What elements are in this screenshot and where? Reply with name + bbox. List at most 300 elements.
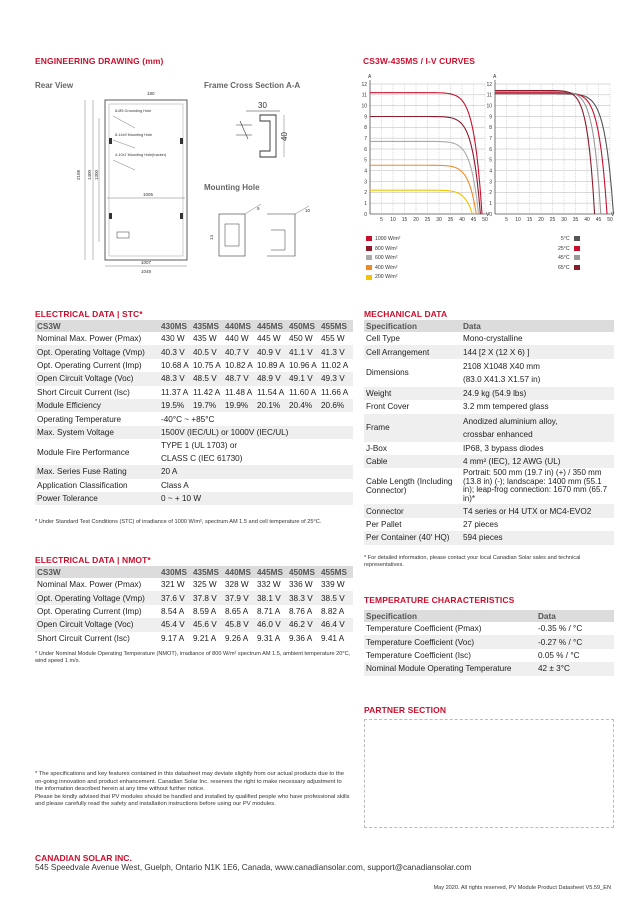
- nmot-cell: Short Circuit Current (Isc): [37, 633, 130, 643]
- stc-cell: 40.7 V: [223, 345, 255, 358]
- temp-header-data: Data: [536, 610, 614, 622]
- frame-cross-section: [230, 95, 310, 170]
- temp-value: -0.35 % / °C: [538, 624, 583, 634]
- nmot-cell: 8.71 A: [257, 606, 281, 616]
- stc-cell: 20.1%: [255, 399, 287, 412]
- legend-label: 5°C: [560, 236, 570, 242]
- mech-label: Weight: [364, 387, 461, 400]
- legend-swatch: [574, 265, 580, 270]
- x-tick-label: 30: [561, 217, 567, 223]
- rear-view-drawing: [35, 88, 195, 278]
- iv-curve-temperature-2: [495, 92, 601, 214]
- temp-header-spec: Specification: [364, 610, 536, 622]
- x-tick-label: 40: [459, 217, 465, 223]
- nmot-cell: Nominal Max. Power (Pmax): [37, 580, 142, 590]
- table-row: [364, 622, 614, 635]
- table-row: [364, 649, 614, 662]
- stc-cell: 20.4%: [287, 399, 319, 412]
- stc-cell: Max. System Voltage: [35, 426, 159, 439]
- x-tick-label: 50: [482, 217, 488, 223]
- iv-curve-irradiance-4: [370, 190, 472, 214]
- nmot-cell: 9.31 A: [257, 633, 281, 643]
- mech-label: Cable: [364, 455, 461, 468]
- stc-cell: 440 W: [225, 334, 249, 344]
- table-row: [364, 635, 614, 648]
- legend-swatch: [366, 275, 372, 280]
- nmot-cell: Opt. Operating Current (Imp): [37, 606, 142, 616]
- stc-cell: 10.75 A: [193, 360, 221, 370]
- stc-cell: 19.7%: [191, 399, 223, 412]
- mech-value: [461, 414, 614, 442]
- legend-label: 25°C: [558, 245, 570, 252]
- stc-note: * Under Standard Test Conditions (STC) of irradiance of 1000 W/m², spectrum AM 1.5 and cell temperature of 25°C.: [35, 519, 322, 525]
- stc-title: ELECTRICAL DATA | STC*: [35, 309, 143, 319]
- table-row: [35, 492, 353, 505]
- mh-dim-14: 14: [209, 234, 214, 240]
- stc-cell: 48.9 V: [255, 372, 287, 385]
- mech-label: Per Container (40' HQ): [364, 531, 461, 544]
- nmot-cell: 8.82 A: [321, 606, 345, 616]
- temp-label: Nominal Module Operating Temperature: [364, 662, 536, 675]
- disclaimer: [35, 771, 351, 809]
- nmot-cell: 8.54 A: [161, 606, 185, 616]
- nmot-cell: 38.3 V: [287, 591, 319, 604]
- y-tick-label: 11: [361, 92, 367, 99]
- stc-cell: 435 W: [193, 334, 217, 344]
- mech-label: Front Cover: [366, 402, 410, 412]
- legend-swatch: [574, 246, 580, 251]
- temp-label: Temperature Coefficient (Voc): [364, 635, 536, 648]
- y-tick-label: 4: [364, 168, 367, 175]
- dim-1005: 1005: [143, 192, 154, 197]
- x-tick-label: 30: [436, 217, 442, 223]
- stc-cell: Module Fire Performance: [37, 447, 130, 457]
- frame-width: 30: [258, 101, 267, 110]
- table-row: [35, 426, 353, 439]
- callout-grounding: 8-Ø5 Grounding Hole: [115, 109, 152, 113]
- stc-cell: 11.54 A: [257, 387, 285, 397]
- mech-value: 27 pieces: [463, 519, 499, 529]
- table-row: [35, 465, 353, 478]
- nmot-cell: 45.8 V: [223, 618, 255, 631]
- nmot-cell: 45.6 V: [191, 618, 223, 631]
- nmot-header-435: 435MS: [191, 566, 223, 578]
- nmot-header-445: 445MS: [255, 566, 287, 578]
- legend-label: 200 W/m²: [375, 274, 398, 281]
- table-row: [364, 504, 614, 517]
- stc-cell: Application Classification: [37, 480, 128, 490]
- disclaimer-p2: Please be kindly advised that PV modules should be handled and installed by qualified people who have professional skills and please carefully read the safety and installation instructions before using our PV modules.: [35, 793, 350, 808]
- stc-cell: Short Circuit Current (Isc): [37, 387, 130, 397]
- stc-cell: 41.3 V: [319, 345, 353, 358]
- mechanical-title: MECHANICAL DATA: [364, 309, 448, 319]
- y-tick-label: 12: [486, 81, 492, 88]
- nmot-table: [35, 566, 353, 645]
- dim-2108: 2108: [76, 169, 81, 180]
- stc-cell: 455 W: [321, 334, 345, 344]
- legend-item: [558, 236, 583, 246]
- x-tick-label: 45: [470, 217, 477, 223]
- frame-line1: Anodized aluminium alloy,: [463, 416, 558, 426]
- nmot-note: * Under Nominal Module Operating Temperature (NMOT), irradiance of 800 W/m² spectrum AM 1.5, ambient temperature 20°C, wind speed 1 m/s.: [35, 651, 351, 665]
- stc-cell: 11.66 A: [321, 387, 349, 397]
- y-tick-label: 2: [489, 190, 492, 197]
- table-row: [35, 578, 353, 591]
- legend-item: [558, 246, 583, 256]
- table-row: [364, 359, 614, 387]
- y-tick-label: 3: [489, 179, 492, 186]
- legend-swatch: [574, 236, 580, 241]
- stc-cell: 20.6%: [319, 399, 353, 412]
- nmot-cell: 339 W: [321, 580, 345, 590]
- stc-cell: [159, 439, 353, 465]
- x-tick-label: 40: [584, 217, 590, 223]
- nmot-header-440: 440MS: [223, 566, 255, 578]
- nmot-cell: Open Circuit Voltage (Voc): [35, 618, 159, 631]
- nmot-title: ELECTRICAL DATA | NMOT*: [35, 555, 151, 565]
- legend-label: 65°C: [558, 264, 570, 271]
- stc-cell: 49.1 V: [287, 372, 319, 385]
- stc-cell: 49.3 V: [319, 372, 353, 385]
- nmot-cell: 37.9 V: [223, 591, 255, 604]
- stc-cell: Opt. Operating Current (Imp): [37, 360, 142, 370]
- stc-cell: Opt. Operating Voltage (Vmp): [35, 345, 159, 358]
- disclaimer-p1: * The specifications and key features contained in this datasheet may deviate slightly from our actual products due to the on-going innovation and product enhancement. Canadian Solar Inc. reserves the right to make necessary adjustment to the information described herein at any time without further notice.: [35, 771, 344, 793]
- mech-label: J-Box: [366, 443, 387, 453]
- engineering-drawing-title: ENGINEERING DRAWING (mm): [35, 56, 164, 66]
- nmot-cell: 46.2 V: [287, 618, 319, 631]
- stc-header-445: 445MS: [255, 320, 287, 332]
- callout-tracker: 4-10x7 Mounting Hole(tracker): [115, 153, 167, 157]
- nmot-cell: 336 W: [289, 580, 313, 590]
- legend-swatch: [366, 255, 372, 260]
- x-tick-label: 5: [380, 217, 383, 223]
- x-tick-label: 5: [505, 217, 508, 223]
- nmot-cell: 9.41 A: [321, 633, 345, 643]
- stc-cell: 40.5 V: [191, 345, 223, 358]
- y-unit-label: A: [493, 74, 497, 80]
- mech-label: Dimensions: [366, 368, 409, 378]
- dims-line2: (83.0 X41.3 X1.57 in): [463, 374, 541, 384]
- y-tick-label: 10: [361, 103, 367, 110]
- nmot-cell: 321 W: [161, 580, 185, 590]
- stc-header-440: 440MS: [223, 320, 255, 332]
- stc-cell: -40°C ~ +85°C: [161, 414, 215, 424]
- temperature-table: [364, 610, 614, 676]
- stc-cell: Class A: [161, 480, 189, 490]
- y-tick-label: 2: [364, 190, 367, 197]
- dim-1300: 1300: [94, 169, 99, 180]
- table-row: [35, 386, 353, 399]
- table-row: [364, 455, 614, 468]
- x-tick-label: 25: [424, 217, 431, 223]
- nmot-cell: 37.8 V: [191, 591, 223, 604]
- legend-swatch: [366, 246, 372, 251]
- iv-legend-right: [558, 236, 583, 274]
- x-tick-label: 35: [447, 217, 454, 223]
- stc-cell: 11.37 A: [161, 387, 189, 397]
- legend-swatch: [574, 255, 580, 260]
- y-tick-label: 12: [361, 81, 367, 88]
- nmot-cell: 45.4 V: [159, 618, 191, 631]
- nmot-cell: 9.17 A: [161, 633, 185, 643]
- nmot-cell: 38.5 V: [319, 591, 353, 604]
- table-row: [364, 400, 614, 413]
- stc-cell: 11.02 A: [321, 360, 349, 370]
- y-tick-label: 7: [489, 135, 492, 142]
- temp-label: Temperature Coefficient (Pmax): [366, 624, 482, 634]
- table-row: [35, 412, 353, 425]
- stc-header-435: 435MS: [191, 320, 223, 332]
- table-row: [35, 439, 353, 465]
- legend-item: [366, 246, 400, 256]
- nmot-cell: 8.76 A: [289, 606, 313, 616]
- stc-cell: 11.48 A: [225, 387, 253, 397]
- mech-label: Cell Arrangement: [364, 345, 461, 358]
- table-row: [35, 479, 353, 492]
- x-tick-label: 25: [549, 217, 556, 223]
- rear-view-label: Rear View: [35, 81, 74, 90]
- dims-line1: 2108 X1048 X40 mm: [463, 361, 540, 371]
- y-tick-label: 6: [364, 146, 367, 153]
- legend-item: [366, 274, 400, 284]
- temperature-title: TEMPERATURE CHARACTERISTICS: [364, 595, 515, 605]
- legend-label: 600 W/m²: [375, 255, 398, 262]
- nmot-cell: 9.21 A: [193, 633, 217, 643]
- stc-cell: 41.1 V: [287, 345, 319, 358]
- nmot-header-430: 430MS: [159, 566, 191, 578]
- y-tick-label: 1: [364, 200, 367, 207]
- stc-cell: 10.96 A: [289, 360, 317, 370]
- y-tick-label: 5: [489, 157, 492, 164]
- stc-cell: 10.82 A: [225, 360, 253, 370]
- x-tick-label: 45: [595, 217, 602, 223]
- frame-section-label: Frame Cross Section A-A: [204, 81, 301, 90]
- mech-value: Portrait: 500 mm (19.7 in) (+) / 350 mm (13.8 in) (-); landscape: 1400 mm (55.1 in); leap-frog connection: 1670 mm (65.7 in)*: [463, 468, 608, 503]
- nmot-cell: 9.36 A: [289, 633, 313, 643]
- x-tick-label: 20: [413, 217, 419, 223]
- mech-label: Frame: [364, 414, 461, 442]
- mechanical-note: * For detailed information, please contact your local Canadian Solar sales and technical representatives.: [364, 555, 581, 569]
- table-row: [35, 372, 353, 385]
- nmot-cell: 8.65 A: [225, 606, 249, 616]
- y-tick-label: 0: [489, 211, 492, 218]
- stc-cell: 20 A: [159, 465, 353, 478]
- mech-value: 594 pieces: [461, 531, 614, 544]
- stc-cell: 40.9 V: [255, 345, 287, 358]
- mech-label: Per Pallet: [366, 519, 402, 529]
- mech-label: Cable Length (Including Connector): [366, 477, 453, 496]
- stc-cell: 10.68 A: [161, 360, 189, 370]
- nmot-header-455: 455MS: [319, 566, 353, 578]
- table-row: [364, 468, 614, 504]
- stc-cell: Operating Temperature: [37, 414, 122, 424]
- stc-cell: 0 ~ + 10 W: [159, 492, 353, 505]
- dim-1007: 1007: [141, 260, 152, 265]
- frame-height: 40: [280, 132, 289, 141]
- temp-value: -0.27 % / °C: [536, 635, 614, 648]
- mech-value: [461, 359, 614, 387]
- iv-curves-chart: [358, 70, 618, 230]
- x-tick-label: 50: [607, 217, 613, 223]
- stc-table: [35, 320, 353, 505]
- x-unit-label: V: [486, 212, 490, 218]
- x-tick-label: 10: [515, 217, 521, 223]
- nmot-cell: 9.26 A: [225, 633, 249, 643]
- stc-cell: 40.3 V: [159, 345, 191, 358]
- stc-cell: 19.9%: [223, 399, 255, 412]
- iv-curve-temperature-3: [495, 91, 595, 215]
- x-tick-label: 15: [526, 217, 533, 223]
- x-tick-label: 10: [390, 217, 396, 223]
- stc-cell: Max. Series Fuse Rating: [35, 465, 159, 478]
- legend-label: 1000 W/m²: [375, 236, 401, 242]
- partner-title: PARTNER SECTION: [364, 705, 447, 715]
- mechanical-table: [364, 320, 614, 545]
- footer-bottom: May 2020. All rights reserved, PV Module Product Datasheet V5.59_EN: [433, 885, 611, 891]
- mech-label: Cell Type: [366, 334, 400, 344]
- legend-item: [558, 255, 583, 265]
- nmot-header-450: 450MS: [287, 566, 319, 578]
- stc-cell: 450 W: [289, 334, 313, 344]
- y-tick-label: 10: [486, 103, 492, 110]
- temp-header-row: [364, 610, 614, 622]
- footer-company: CANADIAN SOLAR INC.: [35, 853, 132, 863]
- mounting-hole-label: Mounting Hole: [204, 183, 260, 192]
- y-tick-label: 6: [489, 146, 492, 153]
- stc-cell: 48.5 V: [191, 372, 223, 385]
- y-tick-label: 9: [489, 114, 492, 121]
- mech-label: Connector: [364, 504, 461, 517]
- table-row: [364, 442, 614, 455]
- stc-cell: 11.42 A: [193, 387, 221, 397]
- stc-header-430: 430MS: [159, 320, 191, 332]
- mh-dim-10: 10: [305, 208, 311, 213]
- dim-1048: 1048: [141, 269, 152, 274]
- legend-label: 45°C: [558, 255, 570, 262]
- nmot-cell: 38.1 V: [255, 591, 287, 604]
- dim-1400: 1400: [87, 169, 92, 180]
- table-row: [364, 345, 614, 358]
- stc-cell: 19.5%: [159, 399, 191, 412]
- nmot-cell: 332 W: [257, 580, 281, 590]
- legend-swatch: [366, 236, 372, 241]
- y-tick-label: 1: [489, 200, 492, 207]
- nmot-cell: 328 W: [225, 580, 249, 590]
- iv-legend-left: [366, 236, 400, 284]
- y-tick-label: 8: [364, 125, 367, 132]
- y-tick-label: 7: [364, 135, 367, 142]
- table-row: [35, 399, 353, 412]
- y-tick-label: 9: [364, 114, 367, 121]
- table-row: [364, 531, 614, 544]
- stc-cell: 430 W: [161, 334, 185, 344]
- stc-cell: Open Circuit Voltage (Voc): [35, 372, 159, 385]
- x-tick-label: 35: [572, 217, 579, 223]
- table-row: [364, 332, 614, 345]
- fire-perf-line2: CLASS C (IEC 61730): [161, 454, 243, 464]
- nmot-cell: 37.6 V: [159, 591, 191, 604]
- stc-header-model: CS3W: [35, 320, 159, 332]
- footer-address: 545 Speedvale Avenue West, Guelph, Ontario N1K 1E6, Canada, www.canadiansolar.com, support@canadiansolar.com: [35, 863, 472, 872]
- legend-item: [366, 255, 400, 265]
- stc-header-455: 455MS: [319, 320, 353, 332]
- nmot-header-row: [35, 566, 353, 578]
- temp-label: Temperature Coefficient (Isc): [366, 650, 471, 660]
- legend-item: [366, 236, 400, 246]
- mh-dim-9: 9: [257, 206, 260, 211]
- iv-curves-title: CS3W-435MS / I-V CURVES: [363, 56, 476, 66]
- callout-mounting: 8-14x9 Mounting Hole: [115, 133, 153, 137]
- mech-value: 4 mm² (IEC), 12 AWG (UL): [461, 455, 614, 468]
- stc-cell: Nominal Max. Power (Pmax): [37, 334, 142, 344]
- mech-value: T4 series or H4 UTX or MC4-EVO2: [461, 504, 614, 517]
- stc-cell: Power Tolerance: [35, 492, 159, 505]
- mech-value: Mono-crystalline: [463, 334, 523, 344]
- legend-label: 400 W/m²: [375, 264, 398, 271]
- legend-label: 800 W/m²: [375, 245, 398, 252]
- stc-cell: 11.60 A: [289, 387, 317, 397]
- table-row: [35, 605, 353, 618]
- nmot-cell: 46.4 V: [319, 618, 353, 631]
- mech-header-row: [364, 320, 614, 332]
- stc-cell: 1500V (IEC/UL) or 1000V (IEC/UL): [159, 426, 353, 439]
- y-tick-label: 4: [489, 168, 492, 175]
- table-row: [364, 518, 614, 531]
- table-row: [35, 345, 353, 358]
- dim-180: 180: [147, 91, 155, 96]
- stc-header-row: [35, 320, 353, 332]
- stc-cell: 445 W: [257, 334, 281, 344]
- y-unit-label: A: [368, 74, 372, 80]
- y-tick-label: 8: [489, 125, 492, 132]
- table-row: [35, 591, 353, 604]
- mech-value: 3.2 mm tempered glass: [463, 402, 549, 412]
- frame-line2: crossbar enhanced: [463, 429, 533, 439]
- mech-value: IP68, 3 bypass diodes: [463, 443, 544, 453]
- stc-cell: 48.7 V: [223, 372, 255, 385]
- stc-cell: 10.89 A: [257, 360, 285, 370]
- temp-value: 42 ± 3°C: [536, 662, 614, 675]
- nmot-cell: Opt. Operating Voltage (Vmp): [35, 591, 159, 604]
- x-tick-label: 20: [538, 217, 544, 223]
- legend-item: [366, 265, 400, 275]
- y-tick-label: 11: [486, 92, 492, 99]
- stc-cell: Module Efficiency: [35, 399, 159, 412]
- partner-box: [364, 719, 614, 828]
- table-row: [35, 632, 353, 645]
- table-row: [364, 387, 614, 400]
- y-tick-label: 5: [364, 157, 367, 164]
- table-row: [364, 414, 614, 442]
- legend-item: [558, 265, 583, 275]
- stc-header-450: 450MS: [287, 320, 319, 332]
- mounting-hole-drawing: [205, 200, 325, 265]
- table-row: [35, 359, 353, 372]
- nmot-cell: 46.0 V: [255, 618, 287, 631]
- nmot-cell: 8.59 A: [193, 606, 217, 616]
- temp-value: 0.05 % / °C: [538, 650, 580, 660]
- x-tick-label: 15: [401, 217, 408, 223]
- legend-swatch: [366, 265, 372, 270]
- table-row: [364, 662, 614, 675]
- y-tick-label: 3: [364, 179, 367, 186]
- table-row: [35, 618, 353, 631]
- mech-value: 24.9 kg (54.9 lbs): [461, 387, 614, 400]
- table-row: [35, 332, 353, 345]
- mech-value: 144 [2 X (12 X 6) ]: [461, 345, 614, 358]
- mech-header-data: Data: [461, 320, 614, 332]
